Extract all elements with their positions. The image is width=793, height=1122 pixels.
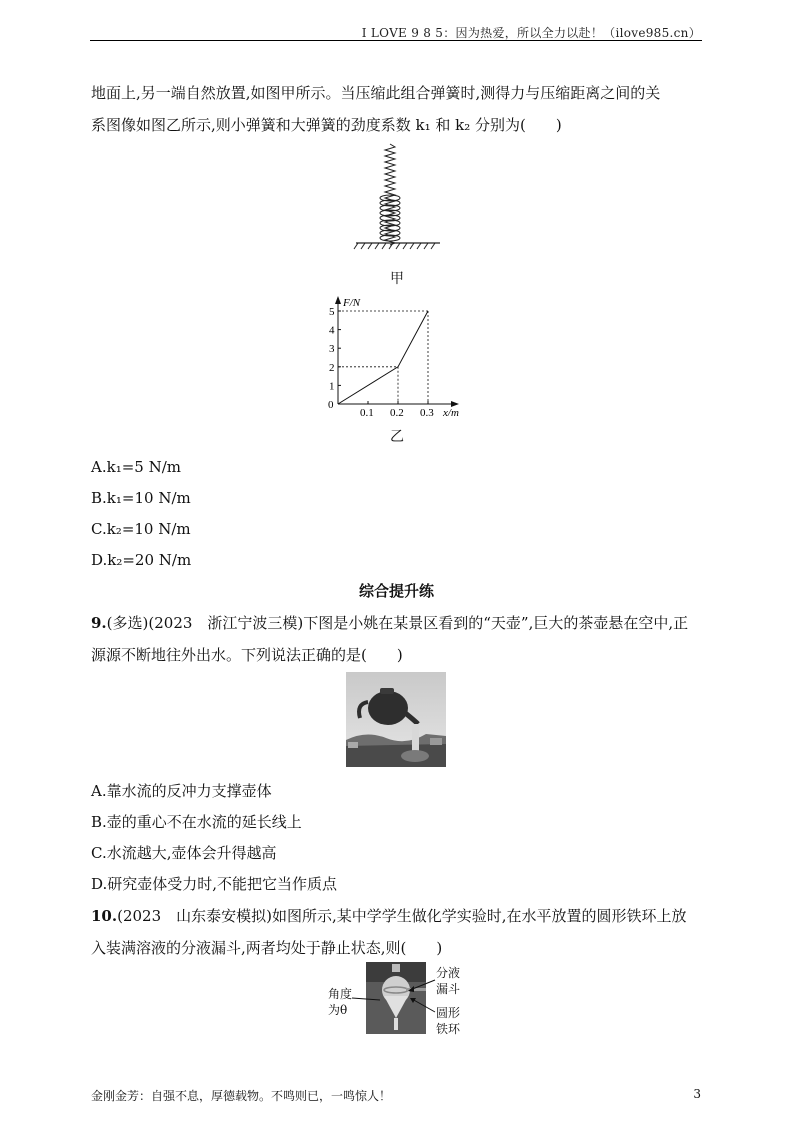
origin-label: 0 xyxy=(328,399,334,411)
x-axis-label: x/m xyxy=(443,407,459,419)
y-tick-label-3: 4 xyxy=(329,324,335,337)
page-number: 3 xyxy=(693,1087,701,1101)
figure-yi-caption: 乙 xyxy=(390,429,404,445)
series-line xyxy=(338,311,428,404)
header-rule xyxy=(90,40,702,41)
spring-figure xyxy=(350,142,445,254)
q9-line-1 xyxy=(91,612,688,633)
ring-label: 圆形 铁环 xyxy=(436,1006,461,1036)
y-tick-label-1: 2 xyxy=(329,361,335,374)
q9-line-2: 源源不断地往外出水。下列说法正确的是( ) xyxy=(91,646,403,664)
force-distance-chart xyxy=(310,292,470,420)
teapot-photo xyxy=(346,672,446,767)
q9-number: 9. xyxy=(91,614,107,632)
q10-line-1-text: (2023 山东泰安模拟)如图所示,某中学学生做化学实验时,在水平放置的圆形铁环上放 xyxy=(117,907,687,925)
q10-line-2: 入装满溶液的分液漏斗,两者均处于静止状态,则( ) xyxy=(91,939,443,957)
q10-number: 10. xyxy=(91,907,118,925)
q8-line-2: 系图像如图乙所示,则小弹簧和大弹簧的劲度系数 k₁ 和 k₂ 分别为( ) xyxy=(91,116,562,134)
q10-line-1 xyxy=(91,905,687,926)
q9-line-1-text: (多选)(2023 浙江宁波三模)下图是小姚在某景区看到的“天壶”,巨大的茶壶悬在空中,正 xyxy=(106,614,689,632)
x-tick-label-1: 0.2 xyxy=(390,407,404,419)
angle-label: 角度 为θ xyxy=(328,987,353,1017)
y-tick-label-2: 3 xyxy=(329,343,335,356)
q9-option-c: C.水流越大,壶体会升得越高 xyxy=(91,844,277,862)
y-axis-label: F/N xyxy=(343,297,361,309)
q8-line-1: 地面上,另一端自然放置,如图甲所示。当压缩此组合弹簧时,测得力与压缩距离之间的关 xyxy=(91,84,661,102)
section-title: 综合提升练 xyxy=(358,582,434,600)
page-footer: 金刚金芳：自强不息，厚德载物。不鸣则已，一鸣惊人！ xyxy=(91,1089,392,1103)
q8-option-b: B.k₁=10 N/m xyxy=(91,489,191,507)
funnel-label: 分液 漏斗 xyxy=(436,966,461,996)
label-arrows xyxy=(350,968,440,1028)
page-header: I LOVE 9 8 5：因为热爱，所以全力以赴！（ilove985.cn） xyxy=(361,26,701,40)
q8-option-d: D.k₂=20 N/m xyxy=(91,551,192,569)
q8-option-c: C.k₂=10 N/m xyxy=(91,520,191,538)
q8-option-a: A.k₁=5 N/m xyxy=(91,458,181,476)
q9-option-b: B.壶的重心不在水流的延长线上 xyxy=(91,813,302,831)
q9-option-d: D.研究壶体受力时,不能把它当作质点 xyxy=(91,875,338,893)
figure-jia-caption: 甲 xyxy=(390,271,404,287)
y-tick-label-0: 1 xyxy=(329,380,335,393)
y-axis-arrow xyxy=(335,296,341,304)
x-tick-label-2: 0.3 xyxy=(420,407,434,419)
ground-hatch xyxy=(354,243,435,249)
q9-option-a: A.靠水流的反冲力支撑壶体 xyxy=(91,782,272,800)
x-tick-label-0: 0.1 xyxy=(360,407,374,419)
y-tick-label-4: 5 xyxy=(329,306,335,318)
